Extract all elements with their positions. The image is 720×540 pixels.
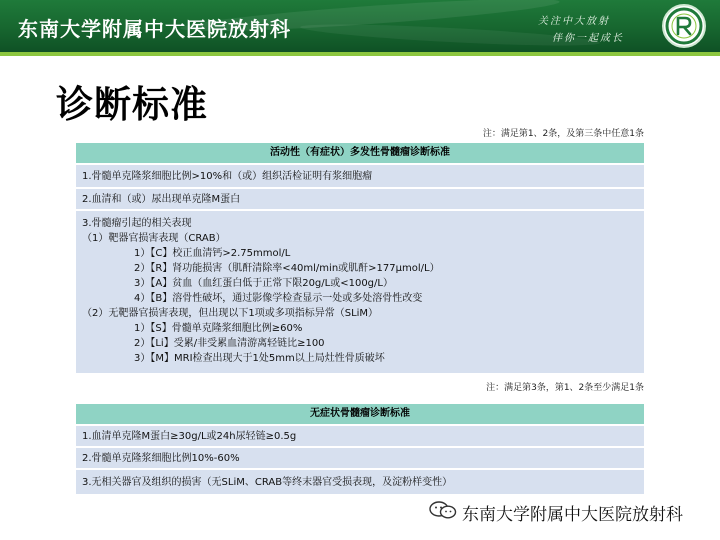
table-row: 2.骨髓单克隆浆细胞比例10%-60% xyxy=(76,446,644,468)
page-title: 诊断标准 xyxy=(56,83,208,126)
criteria-line: 4）【B】溶骨性破坏，通过影像学检查显示一处或多处溶骨性改变 xyxy=(134,293,423,304)
active-myeloma-criteria-table xyxy=(76,143,644,373)
asymptomatic-criteria-note: 注：满足第3条，第1、2条至少满足1条 xyxy=(486,383,644,393)
criteria-line: 1）【C】校正血清钙>2.75mmol/L xyxy=(134,248,291,259)
slogan-line-1: 关注中大放射 xyxy=(538,16,610,27)
table-row: 2.血清和（或）尿出现单克隆M蛋白 xyxy=(76,187,644,209)
criteria-line: 3.骨髓瘤引起的相关表现 xyxy=(82,218,192,229)
hospital-logo xyxy=(662,4,706,48)
watermark-text: 东南大学附属中大医院放射科 xyxy=(462,505,683,525)
criteria-line: （1）靶器官损害表现（CRAB） xyxy=(82,233,226,244)
criteria-line: 3）【A】贫血（血红蛋白低于正常下限20g/L或<100g/L） xyxy=(134,278,393,289)
table-row xyxy=(76,209,644,373)
criteria-line: 1）【S】骨髓单克隆浆细胞比例≥60% xyxy=(134,323,303,334)
asymptomatic-myeloma-criteria-table xyxy=(76,404,644,494)
criteria-line: （2）无靶器官损害表现，但出现以下1项或多项指标异常（SLiM） xyxy=(82,308,379,319)
wechat-icon xyxy=(428,500,458,520)
table-header: 无症状骨髓瘤诊断标准 xyxy=(76,404,644,424)
slogan-line-2: 伴你一起成长 xyxy=(552,33,624,44)
logo-icon xyxy=(664,6,704,46)
table-row: 1.血清单克隆M蛋白≥30g/L或24h尿轻链≥0.5g xyxy=(76,424,644,446)
criteria-line: 3）【M】MRI检查出现大于1处5mm以上局灶性骨质破坏 xyxy=(134,353,385,364)
header-bar xyxy=(0,0,720,52)
table-row: 1.骨髓单克隆浆细胞比例>10%和（或）组织活检证明有浆细胞瘤 xyxy=(76,163,644,187)
table-row: 3.无相关器官及组织的损害（无SLiM、CRAB等终末器官受损表现，及淀粉样变性） xyxy=(76,468,644,494)
header-stripe xyxy=(0,52,720,56)
criteria-line: 2）【Li】受累/非受累血清游离轻链比≥100 xyxy=(134,338,325,349)
hospital-title: 东南大学附属中大医院放射科 xyxy=(18,17,291,41)
criteria-line: 2）【R】肾功能损害（肌酐清除率<40ml/min或肌酐>177μmol/L） xyxy=(134,263,440,274)
table-header: 活动性（有症状）多发性骨髓瘤诊断标准 xyxy=(76,143,644,163)
active-criteria-note: 注：满足第1、2条，及第三条中任意1条 xyxy=(482,129,644,139)
